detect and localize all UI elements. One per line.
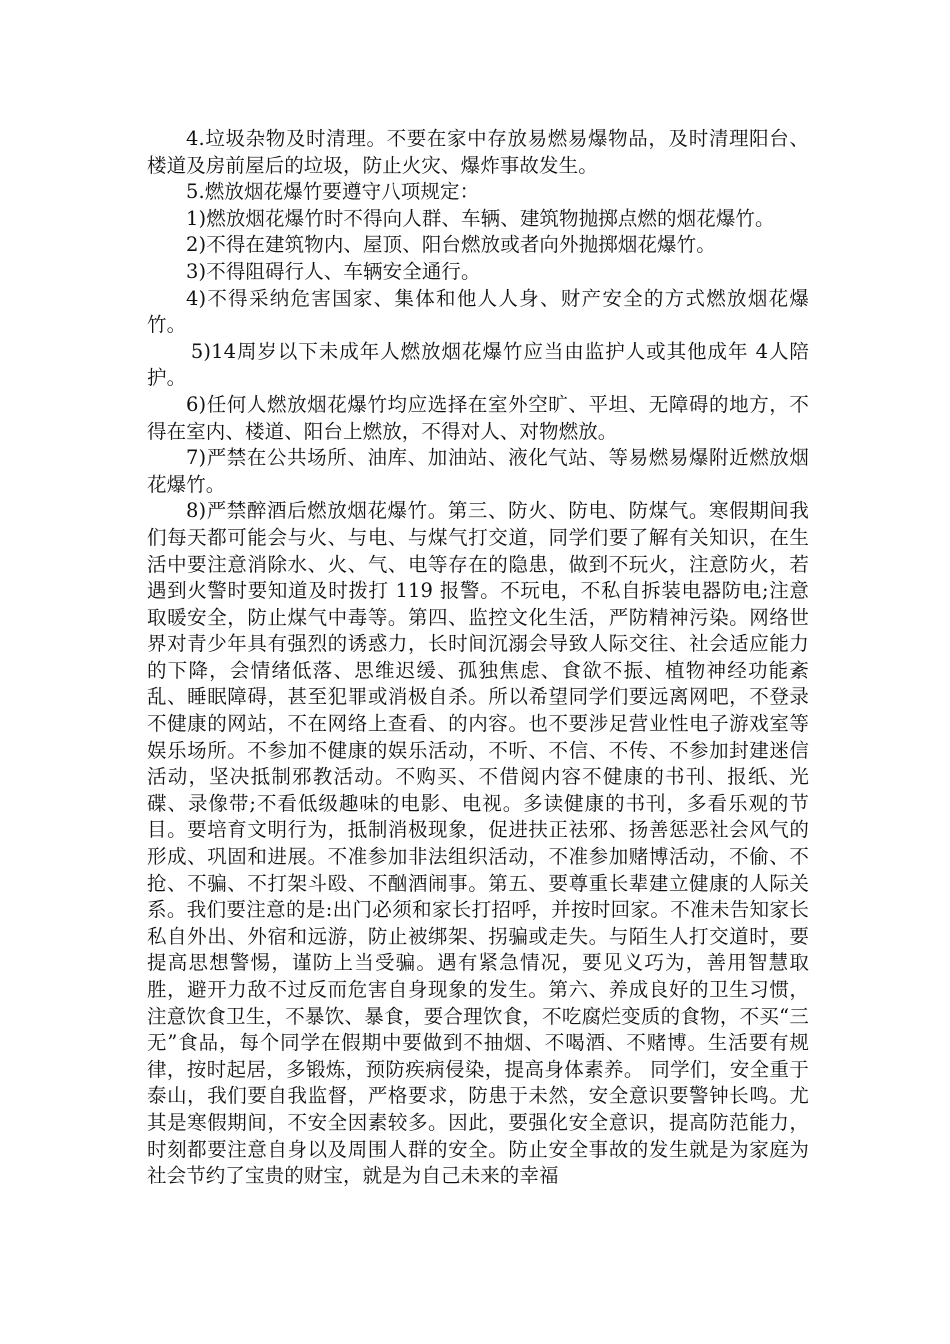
- rule-8-and-body-paragraph: 8)严禁醉酒后燃放烟花爆竹。第三、防火、防电、防煤气。寒假期间我们每天都可能会与火、与电、与煤气打交道，同学们要了解有关知识，在生活中要注意消除水、火、气、电等存在的隐患，做到不玩火，注意防火，若遇到火警时要知道及时拨打 119 报警。不玩电，不私自拆装电器防电;注意取暖安全，防止煤气中毒等。第四、监控文化生活，严防精神污染。网络世界对青少年具有强烈的诱惑力，长时间沉溺会导致人际交往、社会适应能力的下降，会情绪低落、思维迟缓、孤独焦虑、食欲不振、植物神经功能紊乱、睡眠障碍，甚至犯罪或消极自杀。所以希望同学们要远离网吧，不登录不健康的网站，不在网络上查看、的内容。也不要涉足营业性电子游戏室等娱乐场所。不参加不健康的娱乐活动，不听、不信、不传、不参加封建迷信活动，坚决抵制邪教活动。不购买、不借阅内容不健康的书刊、报纸、光碟、录像带;不看低级趣味的电影、电视。多读健康的书刊，多看乐观的节目。要培育文明行为，抵制消极现象，促进扶正祛邪、扬善惩恶社会风气的形成、巩固和进展。不准参加非法组织活动，不准参加赌博活动，不偷、不抢、不骗、不打架斗殴、不酗酒闹事。第五、要尊重长辈建立健康的人际关系。我们要注意的是:出门必须和家长打招呼，并按时回家。不准未告知家长私自外出、外宿和远游，防止被绑架、拐骗或走失。与陌生人打交道时，要提高思想警惕，谨防上当受骗。遇有紧急情况，要见义巧为，善用智慧取胜，避开力敌不过反而危害自身现象的发生。第六、养成良好的卫生习惯，注意饮食卫生，不暴饮、暴食，要合理饮食，不吃腐烂变质的食物，不买“三无”食品，每个同学在假期中要做到不抽烟、不喝酒、不赌博。生活要有规律，按时起居，多锻炼，预防疾病侵染，提高身体素养。 同学们，安全重于泰山，我们要自我监督，严格要求，防患于未然，安全意识要警钟长鸣。尤其是寒假期间，不安全因素较多。因此，要强化安全意识，提高防范能力，时刻都要注意自身以及周围人群的安全。防止安全事故的发生就是为家庭为社会节约了宝贵的财宝，就是为自己未来的幸福: [147, 499, 809, 1188]
- paragraph-item-5-heading: 5.燃放烟花爆竹要遵守八项规定：: [186, 180, 480, 204]
- rule-3-paragraph: 3)不得阻碍行人、车辆安全通行。: [186, 259, 481, 283]
- paragraph-item-4: 4.垃圾杂物及时清理。不要在家中存放易燃易爆物品，及时清理阳台、楼道及房前屋后的垃圾，防止火灾、爆炸事故发生。: [147, 127, 809, 177]
- rule-2-paragraph: 2)不得在建筑物内、屋顶、阳台燃放或者向外抛掷烟花爆竹。: [186, 233, 716, 257]
- rule-5-paragraph: 5)14周岁以下未成年人燃放烟花爆竹应当由监护人或其他成年 4人陪护。: [147, 339, 809, 390]
- document-body: [147, 126, 809, 1190]
- rule-4-paragraph: 4)不得采纳危害国家、集体和他人人身、财产安全的方式燃放烟花爆竹。: [147, 286, 809, 337]
- rule-6-paragraph: 6)任何人燃放烟花爆竹均应选择在室外空旷、平坦、无障碍的地方，不得在室内、楼道、阳台上燃放，不得对人、对物燃放。: [147, 392, 809, 443]
- rule-1-paragraph: 1)燃放烟花爆竹时不得向人群、车辆、建筑物抛掷点燃的烟花爆竹。: [186, 206, 775, 230]
- rule-7-paragraph: 7)严禁在公共场所、油库、加油站、液化气站、等易燃易爆附近燃放烟花爆竹。: [147, 446, 809, 496]
